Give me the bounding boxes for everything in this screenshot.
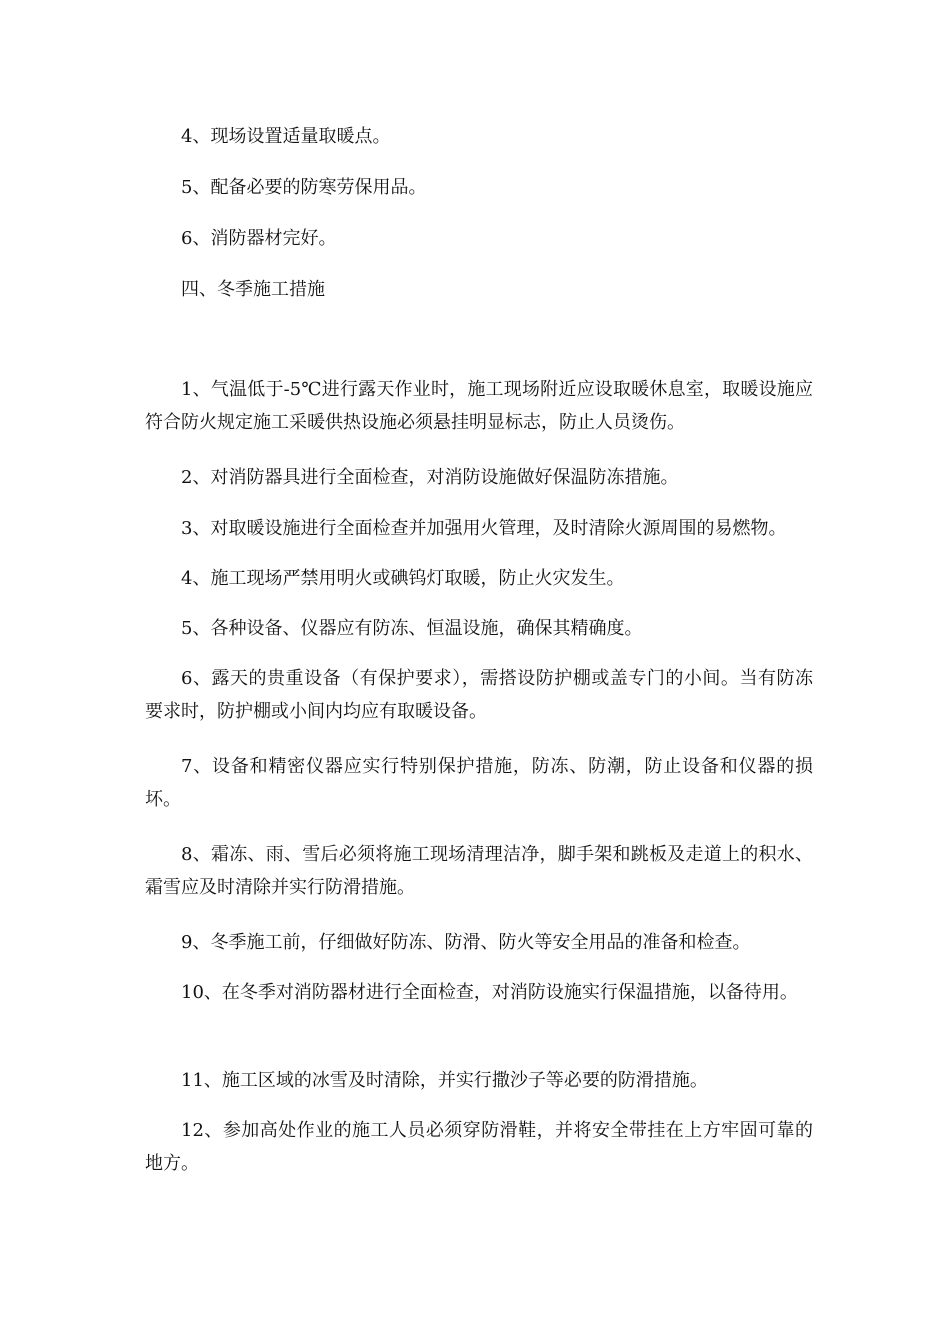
measure-4: 4、施工现场严禁用明火或碘钨灯取暖，防止火灾发生。 bbox=[181, 568, 625, 589]
measure-10: 10、在冬季对消防器材进行全面检查，对消防设施实行保温措施，以备待用。 bbox=[181, 982, 798, 1003]
measure-7: 7、设备和精密仪器应实行特别保护措施，防冻、防潮，防止设备和仪器的损坏。 bbox=[145, 756, 813, 810]
measure-1: 1、气温低于-5℃进行露天作业时，施工现场附近应设取暖休息室，取暖设施应符合防火规定施工采暖供热设施必须悬挂明显标志，防止人员烫伤。 bbox=[145, 379, 813, 433]
measure-6: 6、露天的贵重设备（有保护要求），需搭设防护棚或盖专门的小间。当有防冻要求时，防护棚或小间内均应有取暖设备。 bbox=[145, 668, 813, 722]
measure-12: 12、参加高处作业的施工人员必须穿防滑鞋，并将安全带挂在上方牢固可靠的地方。 bbox=[145, 1120, 813, 1174]
paragraph-item-6: 6、消防器材完好。 bbox=[181, 228, 337, 249]
paragraph-item-5: 5、配备必要的防寒劳保用品。 bbox=[181, 177, 427, 198]
measure-8: 8、霜冻、雨、雪后必须将施工现场清理洁净，脚手架和跳板及走道上的积水、霜雪应及时清除并实行防滑措施。 bbox=[145, 844, 813, 898]
measure-9: 9、冬季施工前，仔细做好防冻、防滑、防火等安全用品的准备和检查。 bbox=[181, 932, 751, 953]
measure-11: 11、施工区域的冰雪及时清除，并实行撒沙子等必要的防滑措施。 bbox=[181, 1070, 708, 1091]
measure-5: 5、各种设备、仪器应有防冻、恒温设施，确保其精确度。 bbox=[181, 618, 643, 639]
measure-2: 2、对消防器具进行全面检查，对消防设施做好保温防冻措施。 bbox=[181, 467, 679, 488]
paragraph-item-4: 4、现场设置适量取暖点。 bbox=[181, 126, 391, 147]
measure-3: 3、对取暖设施进行全面检查并加强用火管理，及时清除火源周围的易燃物。 bbox=[181, 518, 787, 539]
section-heading: 四、冬季施工措施 bbox=[181, 279, 325, 300]
